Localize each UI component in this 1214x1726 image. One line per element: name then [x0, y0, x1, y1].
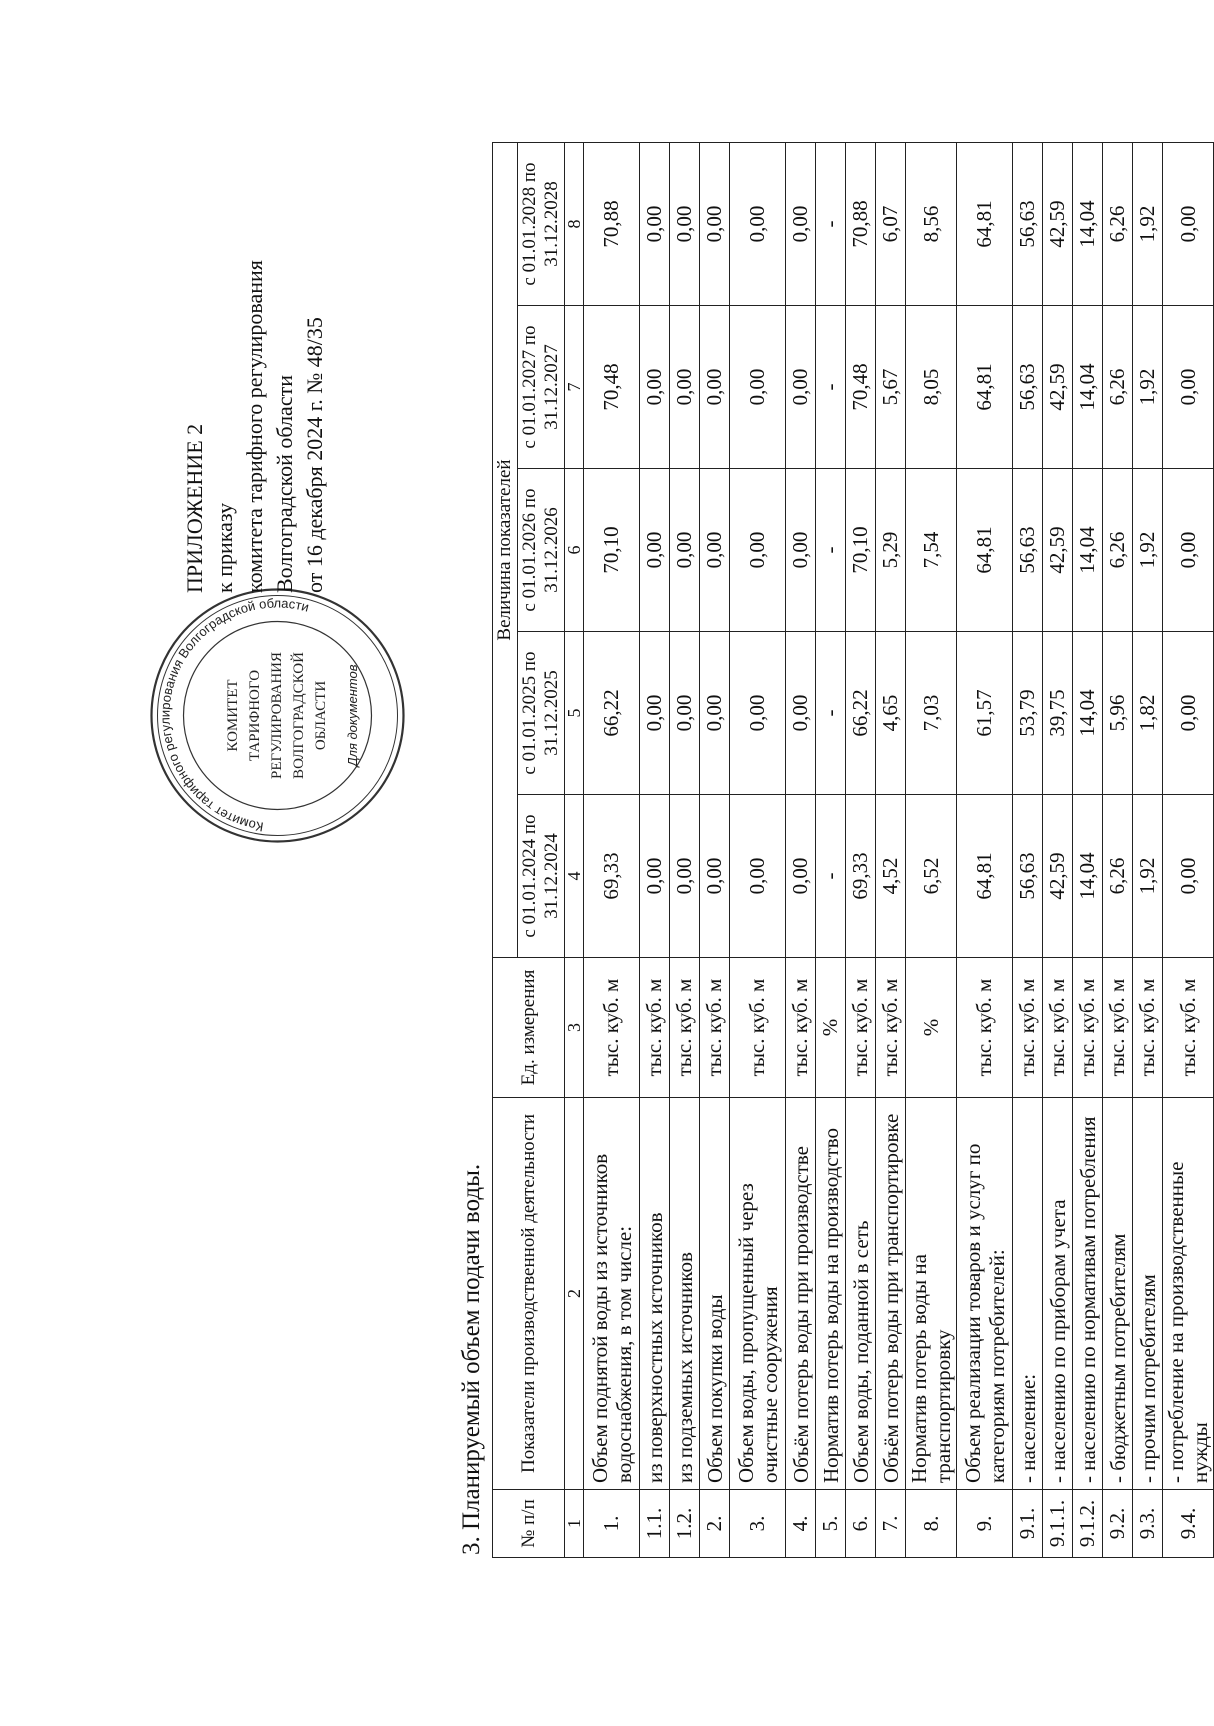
- section-title: 3. Планируемый объем подачи воды.: [458, 1163, 485, 1555]
- col-index: 2: [565, 1098, 584, 1490]
- table-row: [906, 143, 957, 1558]
- row-value: 42,59: [1043, 143, 1073, 306]
- row-value: 0,00: [1163, 306, 1214, 469]
- row-value: 64,81: [957, 143, 1013, 306]
- row-value: 14,04: [1073, 143, 1103, 306]
- table-row: [1013, 143, 1043, 1558]
- row-indicator: - населению по нормативам потребления: [1073, 1098, 1103, 1490]
- row-value: 0,00: [670, 306, 700, 469]
- order-date-number: от 16 декабря 2024 г. № 48/35: [302, 317, 327, 593]
- row-value: 0,00: [730, 143, 786, 306]
- row-value: 14,04: [1073, 469, 1103, 632]
- row-value: 0,00: [730, 795, 786, 958]
- table-row: [876, 143, 906, 1558]
- row-num: 9.2.: [1103, 1490, 1133, 1558]
- row-indicator: из подземных источников: [670, 1098, 700, 1490]
- col-header-period: с 01.01.2026 по 31.12.2026: [518, 469, 565, 632]
- row-value: -: [816, 469, 846, 632]
- row-value: 42,59: [1043, 469, 1073, 632]
- row-value: 5,67: [876, 306, 906, 469]
- row-unit: тыс. куб. м: [786, 958, 816, 1098]
- seal-line-4: ВОЛГОГРАДСКОЙ: [291, 652, 307, 779]
- row-unit: тыс. куб. м: [700, 958, 730, 1098]
- row-value: 42,59: [1043, 795, 1073, 958]
- row-value: 0,00: [700, 469, 730, 632]
- row-value: 0,00: [640, 632, 670, 795]
- table-row: [1043, 143, 1073, 1558]
- row-num: 1.2.: [670, 1490, 700, 1558]
- row-value: 0,00: [786, 469, 816, 632]
- row-num: 9.1.1.: [1043, 1490, 1073, 1558]
- row-value: 6,26: [1103, 306, 1133, 469]
- row-unit: тыс. куб. м: [584, 958, 640, 1098]
- row-value: 56,63: [1013, 795, 1043, 958]
- col-index: 8: [565, 143, 584, 306]
- appendix-label: ПРИЛОЖЕНИЕ 2: [182, 423, 207, 593]
- row-value: 0,00: [700, 795, 730, 958]
- table-row: [1073, 143, 1103, 1558]
- row-num: 9.1.2.: [1073, 1490, 1103, 1558]
- row-value: 0,00: [700, 632, 730, 795]
- row-value: 0,00: [640, 795, 670, 958]
- row-value: 1,92: [1133, 143, 1163, 306]
- row-value: 5,96: [1103, 632, 1133, 795]
- row-value: 42,59: [1043, 306, 1073, 469]
- row-value: 6,26: [1103, 469, 1133, 632]
- table-row: [816, 143, 846, 1558]
- row-value: 0,00: [730, 306, 786, 469]
- row-indicator: - прочим потребителям: [1133, 1098, 1163, 1490]
- table-row: [640, 143, 670, 1558]
- col-header-unit: Ед. измерения: [493, 958, 565, 1098]
- col-index: 6: [565, 469, 584, 632]
- row-value: 8,05: [906, 306, 957, 469]
- row-value: 4,65: [876, 632, 906, 795]
- row-value: 64,81: [957, 469, 1013, 632]
- col-index: 5: [565, 632, 584, 795]
- col-header-period: с 01.01.2027 по 31.12.2027: [518, 306, 565, 469]
- row-value: 70,88: [846, 143, 876, 306]
- row-value: 70,88: [584, 143, 640, 306]
- col-header-period: с 01.01.2025 по 31.12.2025: [518, 632, 565, 795]
- row-value: 66,22: [584, 632, 640, 795]
- seal-line-1: КОМИТЕТ: [225, 679, 241, 752]
- row-value: 1,92: [1133, 469, 1163, 632]
- col-index: 3: [565, 958, 584, 1098]
- row-indicator: Объем покупки воды: [700, 1098, 730, 1490]
- official-seal: [145, 583, 410, 848]
- col-header-num: № п/п: [493, 1490, 565, 1558]
- row-num: 8.: [906, 1490, 957, 1558]
- row-value: 0,00: [786, 632, 816, 795]
- row-unit: тыс. куб. м: [957, 958, 1013, 1098]
- seal-bottom-text: Для документов: [345, 664, 360, 767]
- row-indicator: Объем воды, пропущенный через очистные сооружения: [730, 1098, 786, 1490]
- row-unit: тыс. куб. м: [1073, 958, 1103, 1098]
- table-row: [846, 143, 876, 1558]
- row-indicator: Объём потерь воды при производстве: [786, 1098, 816, 1490]
- col-header-indicator: Показатели производственной деятельности: [493, 1098, 565, 1490]
- row-unit: тыс. куб. м: [1133, 958, 1163, 1098]
- row-unit: тыс. куб. м: [1043, 958, 1073, 1098]
- row-value: 0,00: [730, 632, 786, 795]
- col-index: 1: [565, 1490, 584, 1558]
- row-value: 39,75: [1043, 632, 1073, 795]
- table-row: [1133, 143, 1163, 1558]
- row-value: -: [816, 143, 846, 306]
- row-value: 0,00: [730, 469, 786, 632]
- row-unit: тыс. куб. м: [670, 958, 700, 1098]
- table-row: [584, 143, 640, 1558]
- row-value: 0,00: [640, 306, 670, 469]
- row-value: 0,00: [670, 469, 700, 632]
- row-value: 1,92: [1133, 306, 1163, 469]
- table-row: [1103, 143, 1133, 1558]
- row-indicator: Норматив потерь воды на производство: [816, 1098, 846, 1490]
- landscape-sheet: [140, 93, 1212, 1633]
- region-name: Волгоградской области: [272, 375, 297, 593]
- row-value: 69,33: [846, 795, 876, 958]
- row-value: 5,29: [876, 469, 906, 632]
- row-indicator: - потребление на производственные нужды: [1163, 1098, 1214, 1490]
- row-value: 0,00: [786, 795, 816, 958]
- row-value: 6,52: [906, 795, 957, 958]
- row-num: 9.3.: [1133, 1490, 1163, 1558]
- row-value: -: [816, 632, 846, 795]
- row-value: 70,48: [584, 306, 640, 469]
- row-value: 56,63: [1013, 469, 1043, 632]
- row-indicator: Объем поднятой воды из источников водоснабжения, в том числе:: [584, 1098, 640, 1490]
- row-value: 8,56: [906, 143, 957, 306]
- appendix-header: [180, 173, 330, 593]
- row-indicator: - бюджетным потребителям: [1103, 1098, 1133, 1490]
- seal-line-5: ОБЛАСТИ: [313, 680, 329, 751]
- row-indicator: - население:: [1013, 1098, 1043, 1490]
- row-num: 9.4.: [1163, 1490, 1214, 1558]
- row-value: 1,92: [1133, 795, 1163, 958]
- row-value: 7,54: [906, 469, 957, 632]
- row-value: 7,03: [906, 632, 957, 795]
- row-value: 4,52: [876, 795, 906, 958]
- committee-name: комитета тарифного регулирования: [242, 260, 267, 593]
- row-num: 2.: [700, 1490, 730, 1558]
- row-value: 14,04: [1073, 632, 1103, 795]
- col-header-group: Величина показателей: [493, 143, 518, 958]
- row-value: 0,00: [700, 306, 730, 469]
- row-indicator: Объем воды, поданной в сеть: [846, 1098, 876, 1490]
- row-value: 0,00: [1163, 795, 1214, 958]
- row-value: -: [816, 306, 846, 469]
- row-unit: тыс. куб. м: [876, 958, 906, 1098]
- order-ref: к приказу: [212, 502, 237, 593]
- row-unit: тыс. куб. м: [1013, 958, 1043, 1098]
- row-value: 64,81: [957, 795, 1013, 958]
- row-indicator: Норматив потерь воды на транспортировку: [906, 1098, 957, 1490]
- row-value: 0,00: [1163, 143, 1214, 306]
- row-value: 6,26: [1103, 795, 1133, 958]
- row-value: 0,00: [640, 143, 670, 306]
- row-value: 0,00: [640, 469, 670, 632]
- row-unit: %: [816, 958, 846, 1098]
- row-indicator: из поверхностных источников: [640, 1098, 670, 1490]
- row-num: 4.: [786, 1490, 816, 1558]
- row-value: 56,63: [1013, 143, 1043, 306]
- row-value: 14,04: [1073, 795, 1103, 958]
- row-unit: тыс. куб. м: [640, 958, 670, 1098]
- row-unit: тыс. куб. м: [1163, 958, 1214, 1098]
- row-num: 3.: [730, 1490, 786, 1558]
- row-value: 56,63: [1013, 306, 1043, 469]
- col-index: 4: [565, 795, 584, 958]
- row-value: 61,57: [957, 632, 1013, 795]
- row-value: 0,00: [670, 795, 700, 958]
- row-num: 6.: [846, 1490, 876, 1558]
- row-num: 5.: [816, 1490, 846, 1558]
- row-indicator: Объем реализации товаров и услуг по категориям потребителей:: [957, 1098, 1013, 1490]
- row-value: 6,07: [876, 143, 906, 306]
- row-value: -: [816, 795, 846, 958]
- water-supply-table: [492, 142, 1214, 1558]
- row-value: 0,00: [670, 143, 700, 306]
- seal-ring-text: Комитет тарифного регулирования Волгоградской области: [157, 595, 311, 835]
- table-row: [786, 143, 816, 1558]
- row-value: 14,04: [1073, 306, 1103, 469]
- row-value: 53,79: [1013, 632, 1043, 795]
- row-value: 64,81: [957, 306, 1013, 469]
- row-value: 1,82: [1133, 632, 1163, 795]
- row-value: 0,00: [786, 143, 816, 306]
- row-unit: тыс. куб. м: [730, 958, 786, 1098]
- table-row: [1163, 143, 1214, 1558]
- row-unit: тыс. куб. м: [1103, 958, 1133, 1098]
- row-value: 70,10: [846, 469, 876, 632]
- row-value: 0,00: [1163, 469, 1214, 632]
- table-row: [700, 143, 730, 1558]
- row-indicator: - населению по приборам учета: [1043, 1098, 1073, 1490]
- col-header-period: с 01.01.2024 по 31.12.2024: [518, 795, 565, 958]
- table-row: [957, 143, 1013, 1558]
- row-value: 0,00: [670, 632, 700, 795]
- row-value: 66,22: [846, 632, 876, 795]
- seal-graphic: [145, 583, 410, 848]
- row-num: 9.: [957, 1490, 1013, 1558]
- row-num: 9.1.: [1013, 1490, 1043, 1558]
- row-value: 6,26: [1103, 143, 1133, 306]
- row-value: 70,10: [584, 469, 640, 632]
- col-header-period: с 01.01.2028 по 31.12.2028: [518, 143, 565, 306]
- row-value: 70,48: [846, 306, 876, 469]
- row-num: 7.: [876, 1490, 906, 1558]
- row-value: 0,00: [700, 143, 730, 306]
- row-unit: тыс. куб. м: [846, 958, 876, 1098]
- seal-line-2: ТАРИФНОГО: [247, 669, 263, 762]
- row-unit: %: [906, 958, 957, 1098]
- row-value: 0,00: [1163, 632, 1214, 795]
- row-value: 0,00: [786, 306, 816, 469]
- row-num: 1.1.: [640, 1490, 670, 1558]
- col-index: 7: [565, 306, 584, 469]
- row-num: 1.: [584, 1490, 640, 1558]
- table-row: [670, 143, 700, 1558]
- table-row: [730, 143, 786, 1558]
- row-value: 69,33: [584, 795, 640, 958]
- row-indicator: Объём потерь воды при транспортировке: [876, 1098, 906, 1490]
- seal-line-3: РЕГУЛИРОВАНИЯ: [269, 651, 285, 780]
